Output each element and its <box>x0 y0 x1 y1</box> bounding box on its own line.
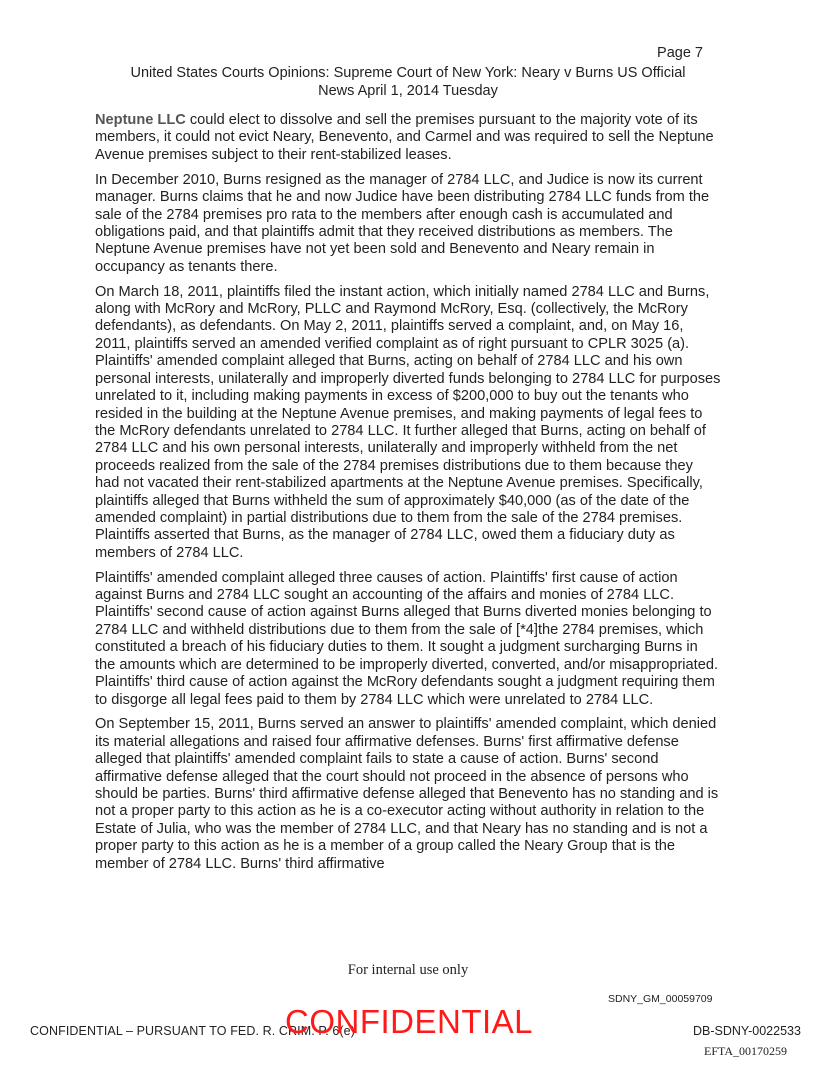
confidential-stamp: CONFIDENTIAL <box>285 1003 534 1040</box>
header-line-2: News April 1, 2014 Tuesday <box>318 83 498 99</box>
document-header <box>95 64 721 100</box>
sdny-gm-bates: SDNY_GM_00059709 <box>608 993 713 1005</box>
paragraph-4: Plaintiffs' amended complaint alleged three causes of action. Plaintiffs' first cause of action against Burns and 2784 LLC sought an accounting of the affairs and monies of 2784 LLC. Plaintiffs' second cause of action against Burns alleged that Burns diverted monies belonging to 2784 LLC and withheld distributions due to them from the sale of [*4]the 2784 premises, which constituted a breach of his fiduciary duties to them. It sought a judgment surcharging Burns in the amounts which are determined to be improperly diverted, converted, and/or misappropriated. Plaintiffs' third cause of action against the McRory defendants sought a judgment requiring them to disgorge all legal fees paid to them by 2784 LLC which were unrelated to 2784 LLC. <box>95 569 718 708</box>
internal-use-note: For internal use only <box>347 962 469 978</box>
page-number: Page 7 <box>657 45 703 61</box>
footer-confidential-notice: CONFIDENTIAL – PURSUANT TO FED. R. CRIM. P. 6(e) <box>30 1024 355 1038</box>
paragraph-1-lead: Neptune LLC <box>95 112 186 128</box>
paragraph-5: On September 15, 2011, Burns served an answer to plaintiffs' amended complaint, which denied its material allegations and raised four affirmative defenses. Burns' first affirmative defense alleged that plaintiffs' amended complaint fails to state a cause of action. Burns' second affirmative defense alleged that the court should not proceed in the absence of persons who should be parties. Burns' third affirmative defense alleged that Benevento has no standing and is not a proper party to this action as he is a co-executor acting without authority in relation to the Estate of Julia, who was the member of 2784 LLC, and that Neary has no standing and is not a proper party to this action as he is a member of a group called the Neary Group that is the member of 2784 LLC. Burns' third affirmative <box>95 716 719 872</box>
paragraph-2: In December 2010, Burns resigned as the manager of 2784 LLC, and Judice is now its current manager. Burns claims that he and now Judice have been distributing 2784 LLC funds from the sale of the 2784 premises pro rata to the members after enough cash is accumulated and obligations paid, and that plaintiffs admit that they received distributions as members. The Neptune Avenue premises have not yet been sold and Benevento and Neary remain in occupancy as tenants there. <box>95 171 710 275</box>
paragraph-1 <box>95 112 721 164</box>
document-body <box>95 112 721 881</box>
efta-bates: EFTA_00170259 <box>704 1044 788 1058</box>
db-sdny-bates: DB-SDNY-0022533 <box>693 1024 801 1038</box>
paragraph-3: On March 18, 2011, plaintiffs filed the instant action, which initially named 2784 LLC and Burns, along with McRory and McRory, PLLC and Raymond McRory, Esq. (collectively, the McRory defendants), as defendants. On May 2, 2011, plaintiffs served a complaint, and, on May 16, 2011, plaintiffs served an amended verified complaint as of right pursuant to CPLR 3025 (a). Plaintiffs' amended complaint alleged that Burns, acting on behalf of 2784 LLC and his own personal interests, unilaterally and improperly diverted funds belonging to 2784 LLC for purposes unrelated to it, including making payments in excess of $200,000 to buy out the tenants who resided in the building at the Neptune Avenue premises, and making payments of legal fees to the McRory defendants unrelated to 2784 LLC. It further alleged that Burns, acting on behalf of 2784 LLC and his own personal interests, unilaterally and improperly withheld from the net proceeds realized from the sale of the 2784 premises distributions due to them because they had not vacated their rent-stabilized apartments at the Neptune Avenue premises. Specifically, plaintiffs alleged that Burns withheld the sum of approximately $40,000 (as of the date of the amended complaint) in partial distributions due to them from the sale of the 2784 premises. Plaintiffs asserted that Burns, as the manager of 2784 LLC, owed them a fiduciary duty as members of 2784 LLC. <box>95 283 721 561</box>
header-line-1: United States Courts Opinions: Supreme Court of New York: Neary v Burns US Official <box>130 65 686 81</box>
paragraph-1-text: could elect to dissolve and sell the premises pursuant to the majority vote of its members, it could not evict Neary, Benevento, and Carmel and was required to sell the Neptune Avenue premises subject to their rent-stabilized leases. <box>95 112 714 163</box>
